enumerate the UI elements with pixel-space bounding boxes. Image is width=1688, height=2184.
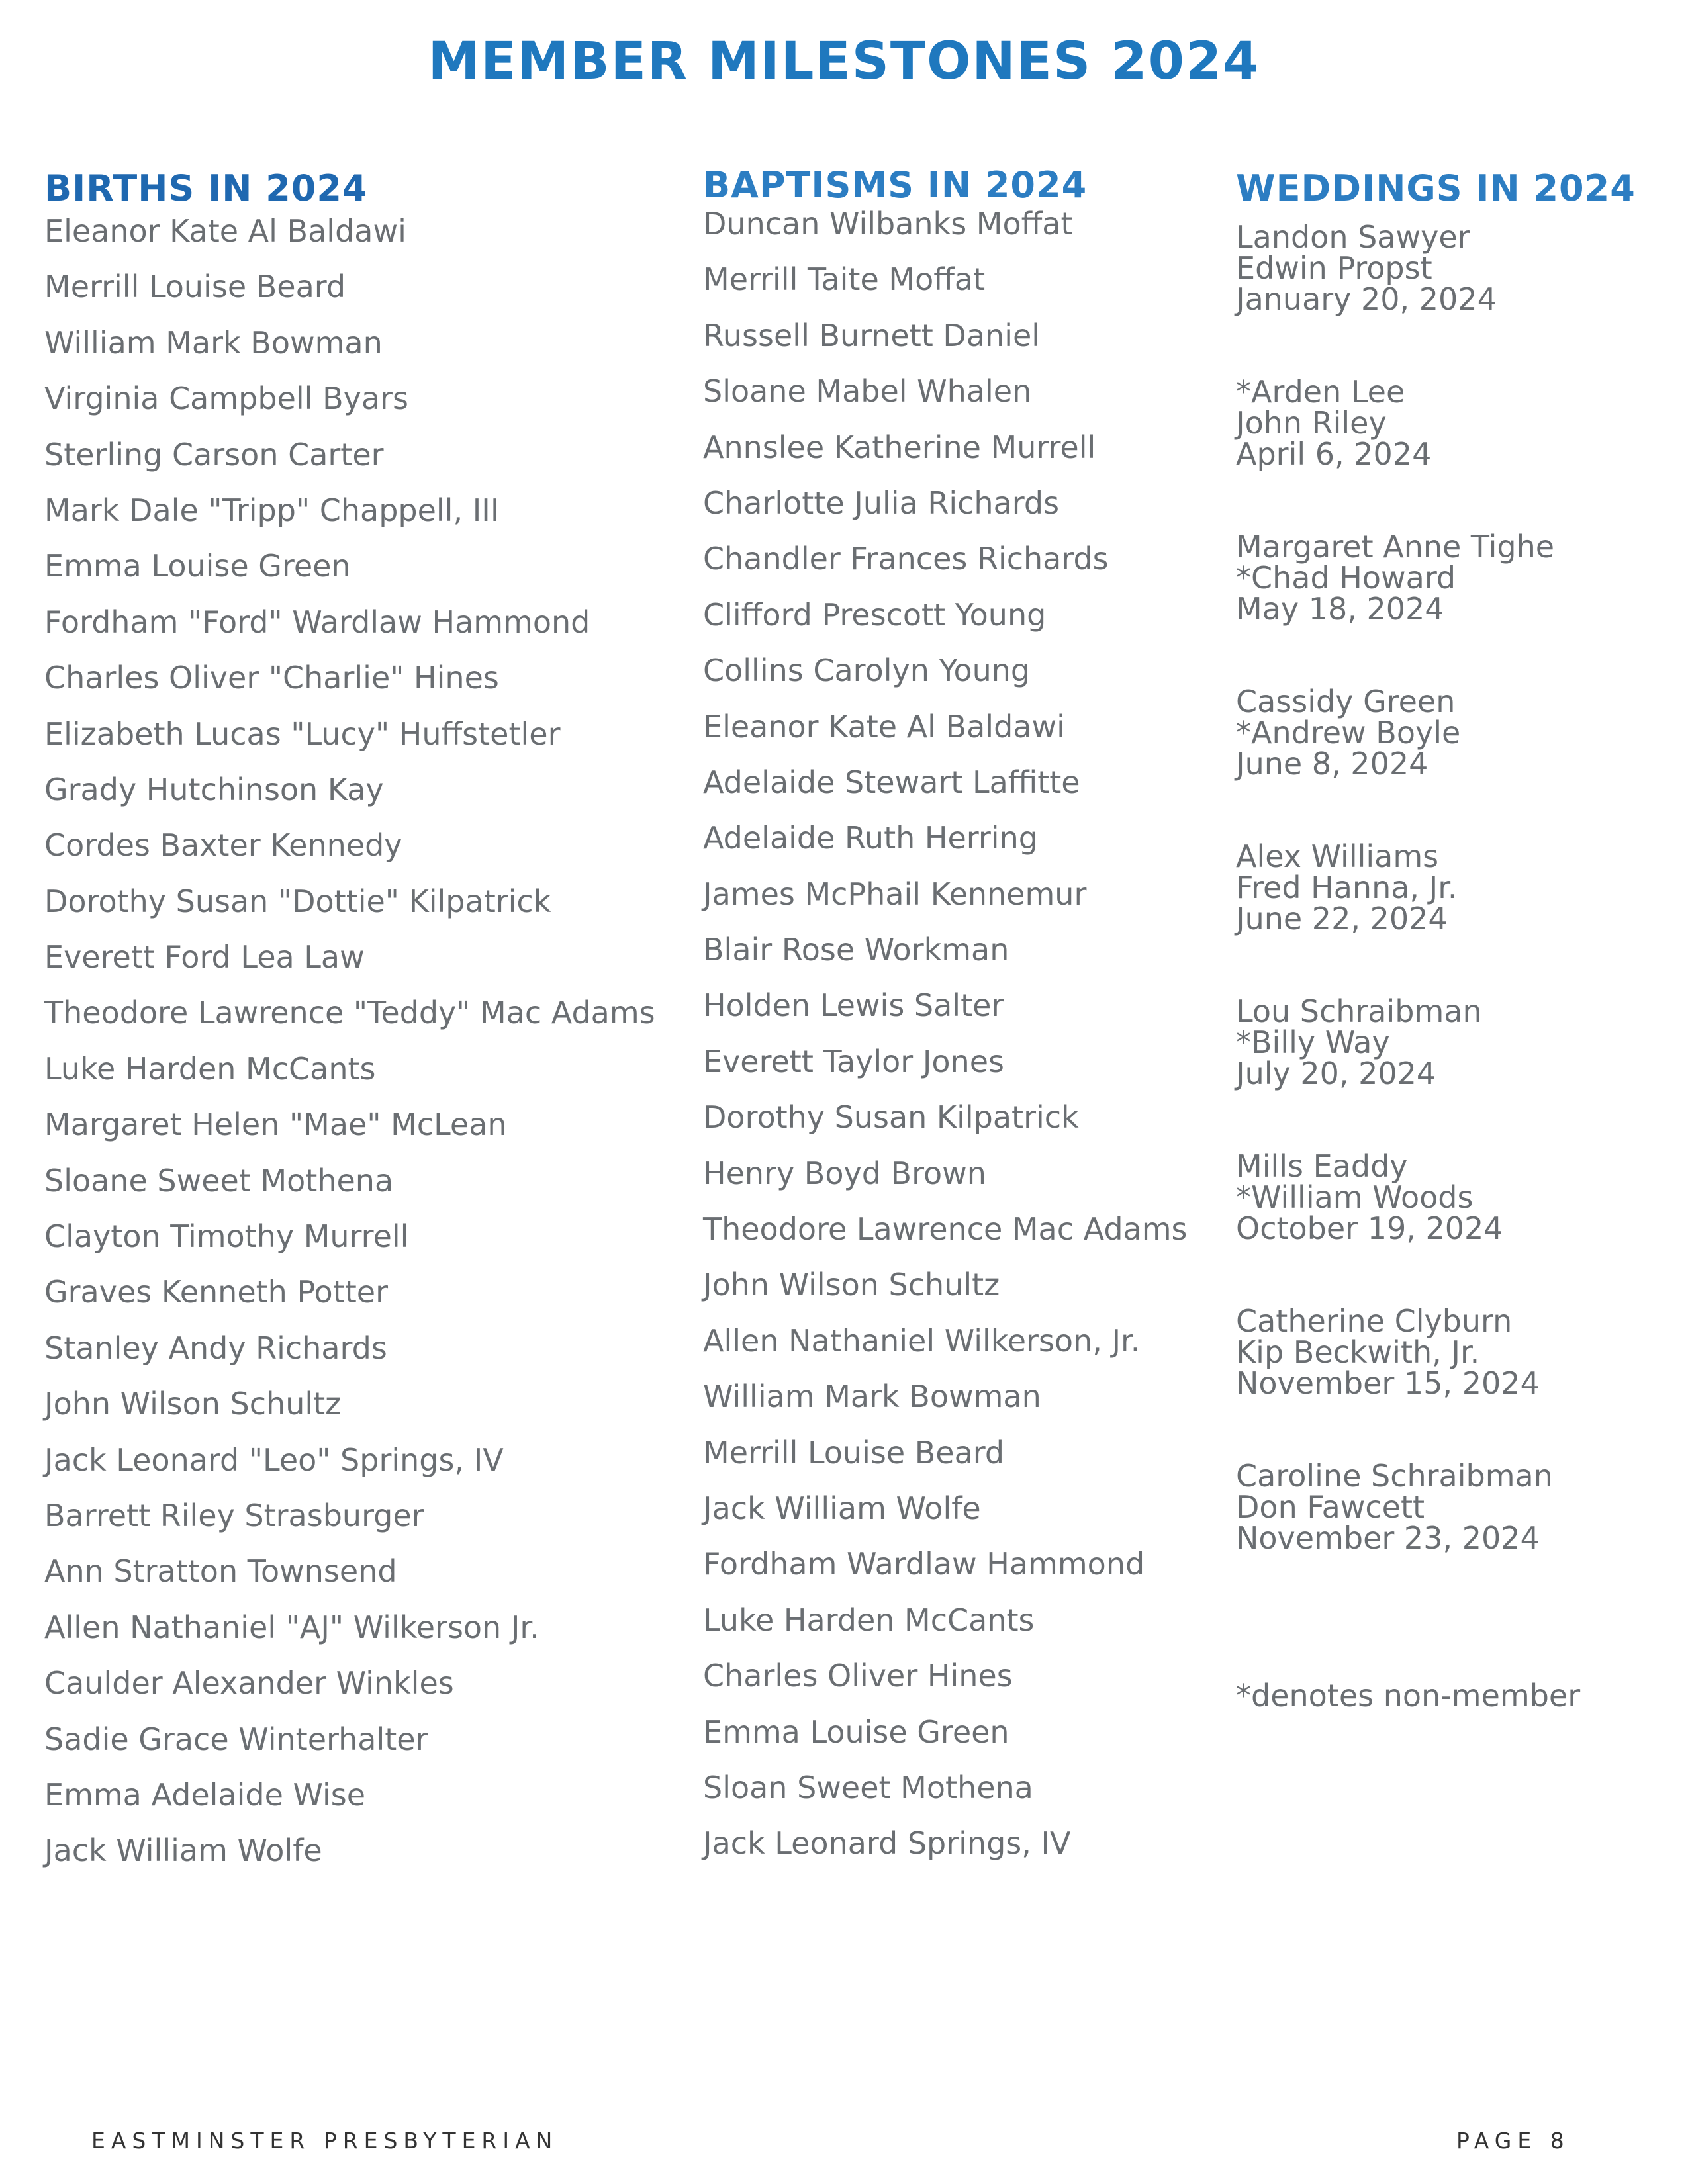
list-item: Luke Harden McCants [703,1602,1035,1638]
list-item: Charles Oliver "Charlie" Hines [44,660,499,696]
list-item: Merrill Louise Beard [703,1434,1005,1471]
list-item: Luke Harden McCants [44,1050,376,1087]
wedding-person-1: Catherine Clyburn [1236,1303,1513,1339]
wedding-person-1: Margaret Anne Tighe [1236,529,1555,565]
wedding-entry [1236,993,1666,1091]
wedding-date: July 20, 2024 [1236,1056,1436,1091]
list-item: James McPhail Kennemur [703,876,1087,912]
list-item: Chandler Frances Richards [703,541,1109,577]
list-item: Adelaide Stewart Laffitte [703,764,1080,800]
list-item: Allen Nathaniel "AJ" Wilkerson Jr. [44,1609,539,1645]
wedding-entry [1236,374,1666,472]
weddings-heading: WEDDINGS IN 2024 [1236,167,1636,209]
list-item: Emma Louise Green [44,548,351,584]
wedding-date: January 20, 2024 [1236,281,1497,317]
wedding-person-1: *Arden Lee [1236,374,1405,410]
list-item: Sloan Sweet Mothena [703,1769,1033,1805]
list-item: Clayton Timothy Murrell [44,1218,409,1255]
list-item: Dorothy Susan Kilpatrick [703,1099,1079,1136]
wedding-person-2: *Billy Way [1236,1024,1390,1060]
weddings-list [1236,219,1666,1556]
wedding-person-1: Cassidy Green [1236,684,1456,719]
wedding-date: April 6, 2024 [1236,436,1432,472]
baptisms-list [703,196,1239,1872]
list-item: William Mark Bowman [703,1379,1041,1415]
wedding-person-2: Edwin Propst [1236,250,1432,286]
list-item: Virginia Campbell Byars [44,381,408,417]
list-item: Theodore Lawrence "Teddy" Mac Adams [44,995,655,1031]
wedding-date: June 8, 2024 [1236,746,1429,782]
wedding-person-2: *William Woods [1236,1179,1474,1215]
list-item: Sadie Grace Winterhalter [44,1721,428,1757]
wedding-date: October 19, 2024 [1236,1210,1503,1246]
list-item: Henry Boyd Brown [703,1155,986,1191]
wedding-entry [1236,531,1666,625]
wedding-date: November 15, 2024 [1236,1365,1540,1401]
list-item: Grady Hutchinson Kay [44,771,384,807]
wedding-person-1: Lou Schraibman [1236,993,1482,1029]
births-list [44,203,700,1879]
wedding-person-2: *Chad Howard [1236,560,1456,596]
list-item: Dorothy Susan "Dottie" Kilpatrick [44,883,551,919]
list-item: Fordham "Ford" Wardlaw Hammond [44,604,590,640]
baptisms-section [703,165,1239,1872]
wedding-date: May 18, 2024 [1236,591,1444,627]
list-item: John Wilson Schultz [703,1267,1000,1303]
list-item: Eleanor Kate Al Baldawi [44,213,406,249]
list-item: Merrill Taite Moffat [703,261,986,298]
list-item: Stanley Andy Richards [44,1330,387,1366]
list-item: William Mark Bowman [44,324,383,361]
list-item: John Wilson Schultz [44,1386,342,1422]
wedding-entry [1236,1148,1666,1246]
list-item: Clifford Prescott Young [703,596,1047,633]
list-item: Margaret Helen "Mae" McLean [44,1107,507,1143]
list-item: Collins Carolyn Young [703,653,1031,689]
wedding-date: November 23, 2024 [1236,1520,1540,1556]
baptisms-heading: BAPTISMS IN 2024 [703,164,1088,206]
list-item: Annslee Katherine Murrell [703,429,1096,465]
list-item: Eleanor Kate Al Baldawi [703,708,1065,745]
list-item: Caulder Alexander Winkles [44,1665,454,1702]
wedding-entry [1236,1458,1666,1556]
list-item: Sterling Carson Carter [44,436,384,473]
list-item: Sloane Mabel Whalen [703,373,1032,410]
births-section [44,169,700,1879]
wedding-person-2: John Riley [1236,405,1387,441]
list-item: Everett Taylor Jones [703,1043,1004,1079]
list-item: Allen Nathaniel Wilkerson, Jr. [703,1322,1141,1359]
wedding-person-1: Landon Sawyer [1236,219,1470,255]
list-item: Jack William Wolfe [44,1833,322,1869]
weddings-section [1236,169,1666,1554]
wedding-entry [1236,1303,1666,1401]
wedding-date: June 22, 2024 [1236,901,1448,936]
list-item: Fordham Wardlaw Hammond [703,1546,1145,1582]
wedding-person-2: Kip Beckwith, Jr. [1236,1334,1480,1370]
list-item: Mark Dale "Tripp" Chappell, III [44,492,500,528]
wedding-entry [1236,219,1666,317]
list-item: Theodore Lawrence Mac Adams [703,1211,1188,1248]
wedding-person-2: Don Fawcett [1236,1489,1425,1525]
list-item: Ann Stratton Townsend [44,1553,397,1590]
list-item: Charles Oliver Hines [703,1658,1013,1694]
wedding-person-1: Mills Eaddy [1236,1148,1408,1184]
list-item: Duncan Wilbanks Moffat [703,206,1073,242]
non-member-footnote: *denotes non-member [1236,1678,1581,1713]
wedding-person-1: Alex Williams [1236,839,1439,874]
list-item: Emma Adelaide Wise [44,1776,366,1813]
wedding-person-2: *Andrew Boyle [1236,715,1461,751]
page-title: MEMBER MILESTONES 2024 [428,32,1260,91]
footer-organization: EASTMINSTER PRESBYTERIAN [91,2128,559,2154]
list-item: Barrett Riley Strasburger [44,1497,424,1533]
list-item: Adelaide Ruth Herring [703,820,1038,856]
footer-page-number: PAGE 8 [1456,2128,1570,2154]
list-item: Jack Leonard "Leo" Springs, IV [44,1441,504,1478]
wedding-entry [1236,686,1666,780]
list-item: Sloane Sweet Mothena [44,1162,394,1199]
list-item: Jack William Wolfe [703,1490,981,1526]
list-item: Jack Leonard Springs, IV [703,1825,1071,1862]
list-item: Merrill Louise Beard [44,269,346,305]
list-item: Holden Lewis Salter [703,987,1004,1024]
wedding-person-2: Fred Hanna, Jr. [1236,870,1458,905]
list-item: Blair Rose Workman [703,932,1009,968]
list-item: Cordes Baxter Kennedy [44,827,402,864]
list-item: Emma Louise Green [703,1713,1009,1750]
wedding-person-1: Caroline Schraibman [1236,1458,1553,1494]
births-heading: BIRTHS IN 2024 [44,167,368,209]
wedding-entry [1236,841,1666,934]
list-item: Graves Kenneth Potter [44,1274,388,1310]
list-item: Charlotte Julia Richards [703,484,1060,521]
list-item: Elizabeth Lucas "Lucy" Huffstetler [44,715,561,752]
list-item: Everett Ford Lea Law [44,939,365,976]
list-item: Russell Burnett Daniel [703,317,1041,353]
